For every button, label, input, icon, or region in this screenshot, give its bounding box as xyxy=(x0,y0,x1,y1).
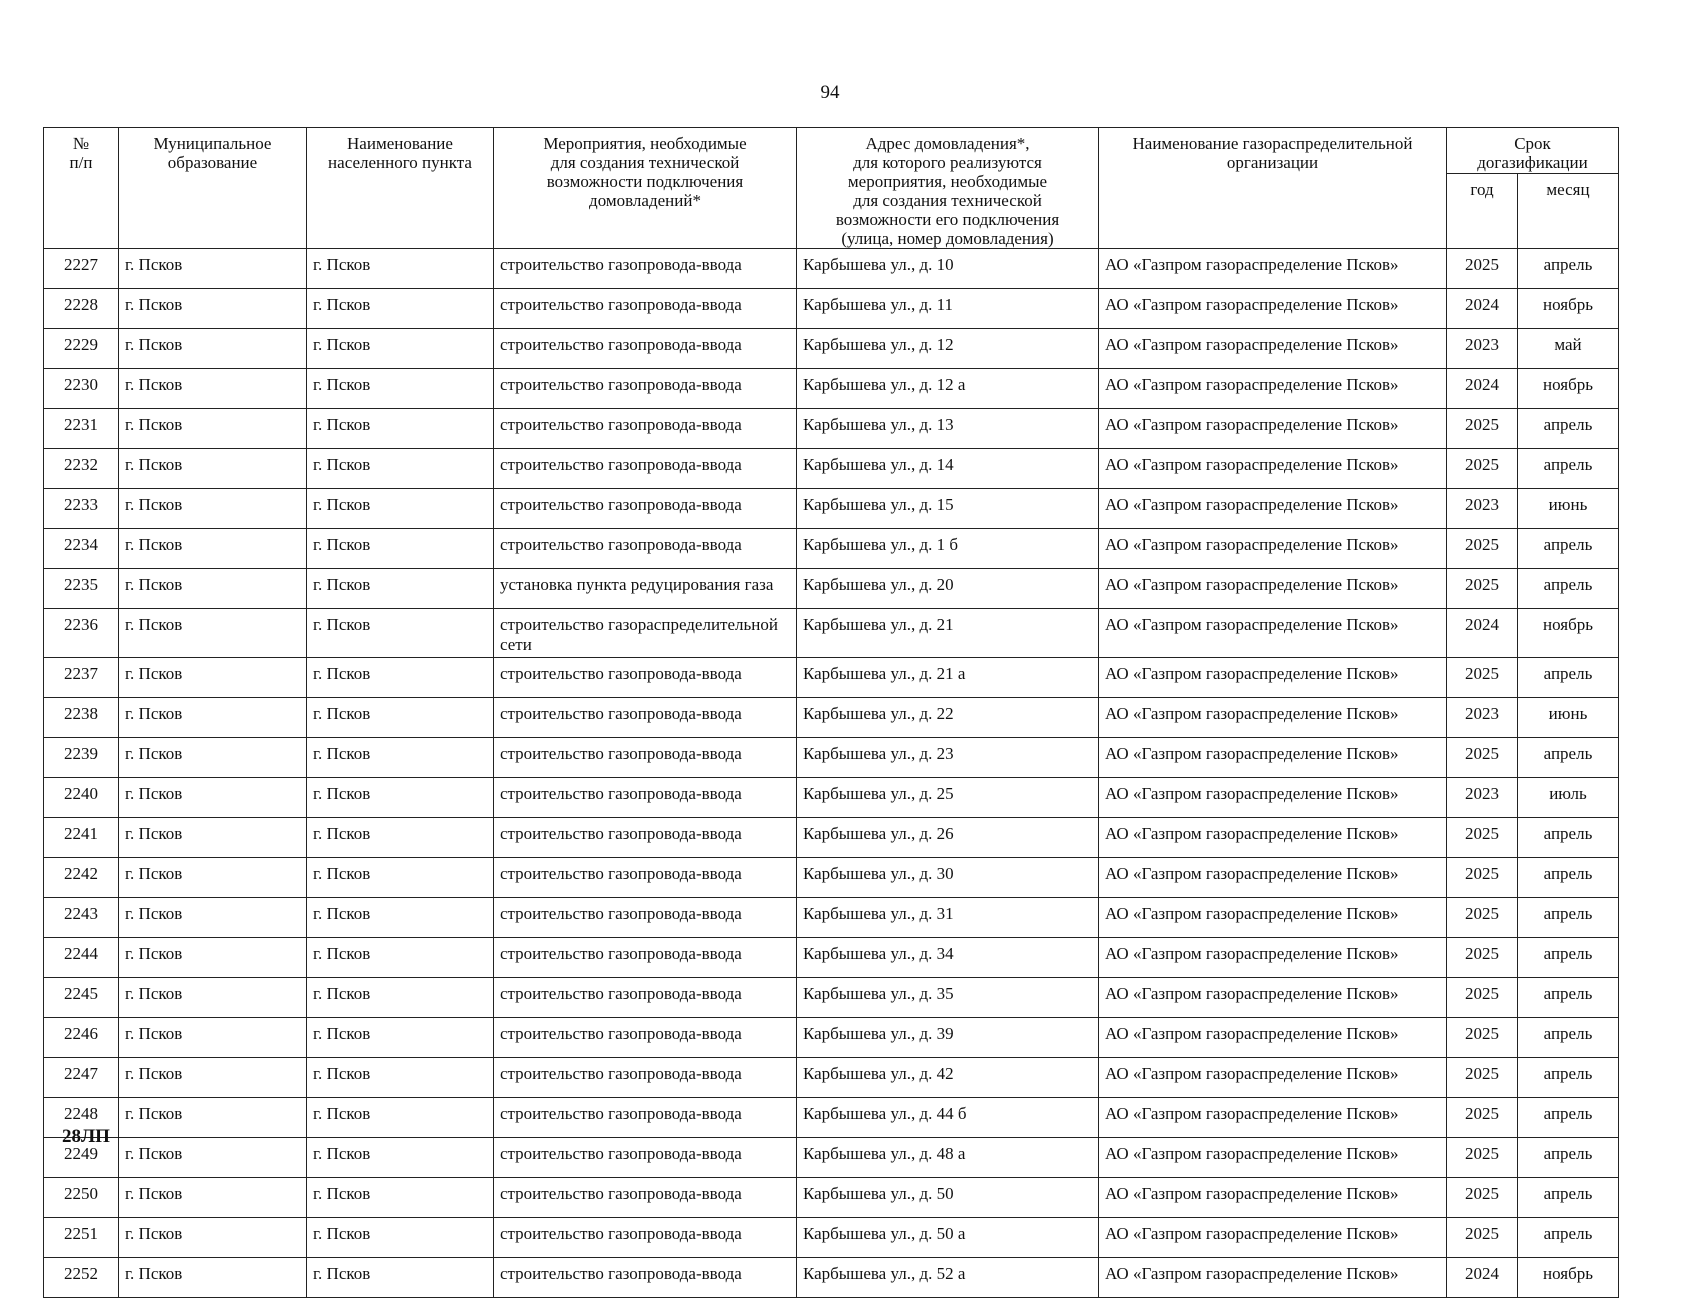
cell-municipality: г. Псков xyxy=(119,529,307,569)
cell-measure: установка пункта редуцирования газа xyxy=(494,569,797,609)
cell-address: Карбышева ул., д. 35 xyxy=(797,978,1099,1018)
cell-municipality: г. Псков xyxy=(119,569,307,609)
cell-municipality: г. Псков xyxy=(119,329,307,369)
header-month: месяц xyxy=(1518,173,1619,248)
cell-measure: строительство газопровода-ввода xyxy=(494,249,797,289)
cell-measure: строительство газопровода-ввода xyxy=(494,658,797,698)
cell-month: апрель xyxy=(1518,529,1619,569)
cell-year: 2025 xyxy=(1447,658,1518,698)
cell-measure: строительство газопровода-ввода xyxy=(494,369,797,409)
cell-num: 2228 xyxy=(44,289,119,329)
cell-settlement: г. Псков xyxy=(307,658,494,698)
table-row xyxy=(44,609,1619,658)
cell-year: 2025 xyxy=(1447,1058,1518,1098)
cell-num: 2232 xyxy=(44,449,119,489)
cell-num: 2242 xyxy=(44,858,119,898)
table-row xyxy=(44,369,1619,409)
cell-address: Карбышева ул., д. 13 xyxy=(797,409,1099,449)
cell-settlement: г. Псков xyxy=(307,858,494,898)
cell-organization: АО «Газпром газораспределение Псков» xyxy=(1099,449,1447,489)
cell-organization: АО «Газпром газораспределение Псков» xyxy=(1099,249,1447,289)
cell-year: 2025 xyxy=(1447,898,1518,938)
table-row xyxy=(44,938,1619,978)
cell-municipality: г. Псков xyxy=(119,858,307,898)
cell-measure: строительство газопровода-ввода xyxy=(494,1258,797,1298)
cell-municipality: г. Псков xyxy=(119,1178,307,1218)
cell-address: Карбышева ул., д. 21 xyxy=(797,609,1099,658)
table-row xyxy=(44,1218,1619,1258)
cell-address: Карбышева ул., д. 39 xyxy=(797,1018,1099,1058)
cell-measure: строительство газопровода-ввода xyxy=(494,329,797,369)
cell-settlement: г. Псков xyxy=(307,249,494,289)
cell-measure: строительство газопровода-ввода xyxy=(494,898,797,938)
cell-measure: строительство газопровода-ввода xyxy=(494,698,797,738)
cell-measure: строительство газопровода-ввода xyxy=(494,1138,797,1178)
cell-organization: АО «Газпром газораспределение Псков» xyxy=(1099,938,1447,978)
cell-num: 2240 xyxy=(44,778,119,818)
cell-num: 2238 xyxy=(44,698,119,738)
cell-address: Карбышева ул., д. 50 xyxy=(797,1178,1099,1218)
cell-settlement: г. Псков xyxy=(307,1258,494,1298)
table-row xyxy=(44,409,1619,449)
cell-municipality: г. Псков xyxy=(119,1138,307,1178)
cell-measure: строительство газопровода-ввода xyxy=(494,938,797,978)
cell-month: апрель xyxy=(1518,898,1619,938)
cell-municipality: г. Псков xyxy=(119,658,307,698)
cell-year: 2025 xyxy=(1447,1138,1518,1178)
cell-num: 2241 xyxy=(44,818,119,858)
cell-organization: АО «Газпром газораспределение Псков» xyxy=(1099,609,1447,658)
cell-month: апрель xyxy=(1518,938,1619,978)
cell-organization: АО «Газпром газораспределение Псков» xyxy=(1099,369,1447,409)
cell-month: апрель xyxy=(1518,1138,1619,1178)
cell-address: Карбышева ул., д. 34 xyxy=(797,938,1099,978)
cell-address: Карбышева ул., д. 12 а xyxy=(797,369,1099,409)
cell-organization: АО «Газпром газораспределение Псков» xyxy=(1099,529,1447,569)
cell-municipality: г. Псков xyxy=(119,1098,307,1138)
cell-year: 2025 xyxy=(1447,978,1518,1018)
table-row xyxy=(44,449,1619,489)
cell-year: 2023 xyxy=(1447,489,1518,529)
cell-month: апрель xyxy=(1518,658,1619,698)
cell-municipality: г. Псков xyxy=(119,738,307,778)
cell-address: Карбышева ул., д. 52 а xyxy=(797,1258,1099,1298)
cell-measure: строительство газопровода-ввода xyxy=(494,1218,797,1258)
cell-address: Карбышева ул., д. 11 xyxy=(797,289,1099,329)
cell-municipality: г. Псков xyxy=(119,369,307,409)
cell-month: апрель xyxy=(1518,249,1619,289)
cell-num: 2244 xyxy=(44,938,119,978)
table-row xyxy=(44,698,1619,738)
page-number: 94 xyxy=(820,82,840,103)
cell-num: 2236 xyxy=(44,609,119,658)
cell-month: апрель xyxy=(1518,1098,1619,1138)
cell-settlement: г. Псков xyxy=(307,1138,494,1178)
table-row xyxy=(44,978,1619,1018)
cell-year: 2025 xyxy=(1447,1218,1518,1258)
header-deadline: Срок догазификации xyxy=(1447,128,1619,174)
cell-address: Карбышева ул., д. 42 xyxy=(797,1058,1099,1098)
cell-num: 2227 xyxy=(44,249,119,289)
cell-address: Карбышева ул., д. 14 xyxy=(797,449,1099,489)
cell-organization: АО «Газпром газораспределение Псков» xyxy=(1099,858,1447,898)
table-row xyxy=(44,489,1619,529)
cell-month: апрель xyxy=(1518,738,1619,778)
table-row xyxy=(44,569,1619,609)
cell-year: 2024 xyxy=(1447,289,1518,329)
cell-month: ноябрь xyxy=(1518,609,1619,658)
cell-address: Карбышева ул., д. 26 xyxy=(797,818,1099,858)
cell-municipality: г. Псков xyxy=(119,609,307,658)
cell-settlement: г. Псков xyxy=(307,449,494,489)
header-year: год xyxy=(1447,173,1518,248)
cell-organization: АО «Газпром газораспределение Псков» xyxy=(1099,898,1447,938)
cell-municipality: г. Псков xyxy=(119,898,307,938)
cell-measure: строительство газопровода-ввода xyxy=(494,1058,797,1098)
cell-organization: АО «Газпром газораспределение Псков» xyxy=(1099,329,1447,369)
cell-address: Карбышева ул., д. 10 xyxy=(797,249,1099,289)
cell-num: 2252 xyxy=(44,1258,119,1298)
table-body xyxy=(44,249,1619,1298)
cell-num: 2239 xyxy=(44,738,119,778)
cell-settlement: г. Псков xyxy=(307,529,494,569)
cell-year: 2025 xyxy=(1447,938,1518,978)
cell-measure: строительство газопровода-ввода xyxy=(494,529,797,569)
cell-organization: АО «Газпром газораспределение Псков» xyxy=(1099,698,1447,738)
cell-num: 2234 xyxy=(44,529,119,569)
cell-year: 2025 xyxy=(1447,818,1518,858)
cell-address: Карбышева ул., д. 30 xyxy=(797,858,1099,898)
cell-municipality: г. Псков xyxy=(119,1258,307,1298)
cell-year: 2025 xyxy=(1447,249,1518,289)
cell-address: Карбышева ул., д. 23 xyxy=(797,738,1099,778)
cell-num: 2230 xyxy=(44,369,119,409)
cell-settlement: г. Псков xyxy=(307,698,494,738)
cell-year: 2025 xyxy=(1447,738,1518,778)
cell-organization: АО «Газпром газораспределение Псков» xyxy=(1099,1258,1447,1298)
cell-address: Карбышева ул., д. 25 xyxy=(797,778,1099,818)
footer-code: 28ЛП xyxy=(62,1126,110,1147)
cell-measure: строительство газопровода-ввода xyxy=(494,738,797,778)
header-organization: Наименование газораспределительной организации xyxy=(1099,128,1447,249)
cell-measure: строительство газопровода-ввода xyxy=(494,778,797,818)
cell-settlement: г. Псков xyxy=(307,409,494,449)
cell-address: Карбышева ул., д. 1 б xyxy=(797,529,1099,569)
cell-month: апрель xyxy=(1518,1018,1619,1058)
cell-year: 2025 xyxy=(1447,1178,1518,1218)
cell-year: 2023 xyxy=(1447,329,1518,369)
table-row xyxy=(44,858,1619,898)
cell-month: июнь xyxy=(1518,489,1619,529)
cell-num: 2246 xyxy=(44,1018,119,1058)
cell-municipality: г. Псков xyxy=(119,978,307,1018)
cell-address: Карбышева ул., д. 48 а xyxy=(797,1138,1099,1178)
cell-address: Карбышева ул., д. 31 xyxy=(797,898,1099,938)
table-row xyxy=(44,1138,1619,1178)
cell-municipality: г. Псков xyxy=(119,449,307,489)
cell-year: 2025 xyxy=(1447,1018,1518,1058)
cell-settlement: г. Псков xyxy=(307,489,494,529)
cell-organization: АО «Газпром газораспределение Псков» xyxy=(1099,569,1447,609)
cell-month: ноябрь xyxy=(1518,289,1619,329)
cell-settlement: г. Псков xyxy=(307,289,494,329)
cell-organization: АО «Газпром газораспределение Псков» xyxy=(1099,658,1447,698)
cell-year: 2024 xyxy=(1447,1258,1518,1298)
cell-address: Карбышева ул., д. 50 а xyxy=(797,1218,1099,1258)
cell-organization: АО «Газпром газораспределение Псков» xyxy=(1099,1058,1447,1098)
cell-year: 2025 xyxy=(1447,409,1518,449)
cell-municipality: г. Псков xyxy=(119,1058,307,1098)
cell-municipality: г. Псков xyxy=(119,778,307,818)
cell-address: Карбышева ул., д. 44 б xyxy=(797,1098,1099,1138)
cell-num: 2231 xyxy=(44,409,119,449)
cell-month: апрель xyxy=(1518,858,1619,898)
cell-organization: АО «Газпром газораспределение Псков» xyxy=(1099,1138,1447,1178)
cell-settlement: г. Псков xyxy=(307,1058,494,1098)
cell-municipality: г. Псков xyxy=(119,1218,307,1258)
cell-month: апрель xyxy=(1518,978,1619,1018)
cell-month: апрель xyxy=(1518,409,1619,449)
cell-month: апрель xyxy=(1518,1058,1619,1098)
table-row xyxy=(44,818,1619,858)
cell-municipality: г. Псков xyxy=(119,409,307,449)
table-row xyxy=(44,249,1619,289)
cell-settlement: г. Псков xyxy=(307,1018,494,1058)
cell-address: Карбышева ул., д. 21 а xyxy=(797,658,1099,698)
cell-settlement: г. Псков xyxy=(307,1178,494,1218)
cell-organization: АО «Газпром газораспределение Псков» xyxy=(1099,818,1447,858)
table-row xyxy=(44,289,1619,329)
gasification-table xyxy=(43,127,1619,1298)
table-row xyxy=(44,329,1619,369)
cell-year: 2023 xyxy=(1447,698,1518,738)
cell-num: 2235 xyxy=(44,569,119,609)
table-row xyxy=(44,898,1619,938)
table-row xyxy=(44,1018,1619,1058)
cell-settlement: г. Псков xyxy=(307,569,494,609)
cell-year: 2024 xyxy=(1447,609,1518,658)
cell-month: май xyxy=(1518,329,1619,369)
cell-num: 2237 xyxy=(44,658,119,698)
cell-year: 2025 xyxy=(1447,449,1518,489)
header-num: № п/п xyxy=(44,128,119,249)
cell-organization: АО «Газпром газораспределение Псков» xyxy=(1099,1098,1447,1138)
header-measures: Мероприятия, необходимые для создания технической возможности подключения домовладений* xyxy=(494,128,797,249)
cell-measure: строительство газопровода-ввода xyxy=(494,978,797,1018)
cell-address: Карбышева ул., д. 15 xyxy=(797,489,1099,529)
cell-organization: АО «Газпром газораспределение Псков» xyxy=(1099,738,1447,778)
cell-num: 2245 xyxy=(44,978,119,1018)
cell-settlement: г. Псков xyxy=(307,978,494,1018)
cell-month: июль xyxy=(1518,778,1619,818)
cell-num: 2250 xyxy=(44,1178,119,1218)
cell-settlement: г. Псков xyxy=(307,738,494,778)
cell-organization: АО «Газпром газораспределение Псков» xyxy=(1099,289,1447,329)
cell-municipality: г. Псков xyxy=(119,698,307,738)
cell-year: 2025 xyxy=(1447,569,1518,609)
cell-year: 2024 xyxy=(1447,369,1518,409)
cell-month: апрель xyxy=(1518,1178,1619,1218)
cell-municipality: г. Псков xyxy=(119,489,307,529)
cell-month: апрель xyxy=(1518,449,1619,489)
cell-address: Карбышева ул., д. 20 xyxy=(797,569,1099,609)
header-address: Адрес домовладения*, для которого реализуются мероприятия, необходимые для создания технической возможности его подключения (улица, номер домовладения) xyxy=(797,128,1099,249)
cell-month: апрель xyxy=(1518,1218,1619,1258)
cell-organization: АО «Газпром газораспределение Псков» xyxy=(1099,978,1447,1018)
cell-organization: АО «Газпром газораспределение Псков» xyxy=(1099,1018,1447,1058)
cell-municipality: г. Псков xyxy=(119,1018,307,1058)
cell-settlement: г. Псков xyxy=(307,1218,494,1258)
cell-measure: строительство газопровода-ввода xyxy=(494,1098,797,1138)
cell-month: июнь xyxy=(1518,698,1619,738)
cell-organization: АО «Газпром газораспределение Псков» xyxy=(1099,778,1447,818)
cell-municipality: г. Псков xyxy=(119,938,307,978)
cell-settlement: г. Псков xyxy=(307,369,494,409)
cell-organization: АО «Газпром газораспределение Псков» xyxy=(1099,409,1447,449)
cell-organization: АО «Газпром газораспределение Псков» xyxy=(1099,489,1447,529)
cell-num: 2229 xyxy=(44,329,119,369)
cell-address: Карбышева ул., д. 12 xyxy=(797,329,1099,369)
table-row xyxy=(44,1178,1619,1218)
cell-settlement: г. Псков xyxy=(307,778,494,818)
table-row xyxy=(44,778,1619,818)
cell-measure: строительство газопровода-ввода xyxy=(494,818,797,858)
cell-settlement: г. Псков xyxy=(307,1098,494,1138)
cell-measure: строительство газопровода-ввода xyxy=(494,449,797,489)
header-settlement: Наименование населенного пункта xyxy=(307,128,494,249)
cell-address: Карбышева ул., д. 22 xyxy=(797,698,1099,738)
cell-municipality: г. Псков xyxy=(119,818,307,858)
cell-settlement: г. Псков xyxy=(307,898,494,938)
cell-month: апрель xyxy=(1518,569,1619,609)
cell-num: 2247 xyxy=(44,1058,119,1098)
table-row xyxy=(44,1058,1619,1098)
cell-num: 2233 xyxy=(44,489,119,529)
cell-month: ноябрь xyxy=(1518,1258,1619,1298)
cell-measure: строительство газопровода-ввода xyxy=(494,1178,797,1218)
cell-measure: строительство газораспределительной сети xyxy=(494,609,797,658)
cell-measure: строительство газопровода-ввода xyxy=(494,489,797,529)
cell-num: 2249 xyxy=(44,1138,119,1178)
cell-measure: строительство газопровода-ввода xyxy=(494,289,797,329)
cell-measure: строительство газопровода-ввода xyxy=(494,858,797,898)
cell-municipality: г. Псков xyxy=(119,249,307,289)
cell-year: 2025 xyxy=(1447,858,1518,898)
table-row xyxy=(44,529,1619,569)
cell-measure: строительство газопровода-ввода xyxy=(494,409,797,449)
cell-month: ноябрь xyxy=(1518,369,1619,409)
cell-municipality: г. Псков xyxy=(119,289,307,329)
cell-settlement: г. Псков xyxy=(307,938,494,978)
cell-settlement: г. Псков xyxy=(307,329,494,369)
cell-num: 2248 xyxy=(44,1098,119,1138)
cell-year: 2025 xyxy=(1447,529,1518,569)
cell-measure: строительство газопровода-ввода xyxy=(494,1018,797,1058)
cell-num: 2251 xyxy=(44,1218,119,1258)
cell-organization: АО «Газпром газораспределение Псков» xyxy=(1099,1178,1447,1218)
cell-settlement: г. Псков xyxy=(307,609,494,658)
table-row xyxy=(44,1258,1619,1298)
cell-organization: АО «Газпром газораспределение Псков» xyxy=(1099,1218,1447,1258)
cell-settlement: г. Псков xyxy=(307,818,494,858)
header-municipality: Муниципальное образование xyxy=(119,128,307,249)
cell-year: 2025 xyxy=(1447,1098,1518,1138)
cell-year: 2023 xyxy=(1447,778,1518,818)
cell-month: апрель xyxy=(1518,818,1619,858)
cell-num: 2243 xyxy=(44,898,119,938)
table-row xyxy=(44,738,1619,778)
table-row xyxy=(44,658,1619,698)
table-row xyxy=(44,1098,1619,1138)
